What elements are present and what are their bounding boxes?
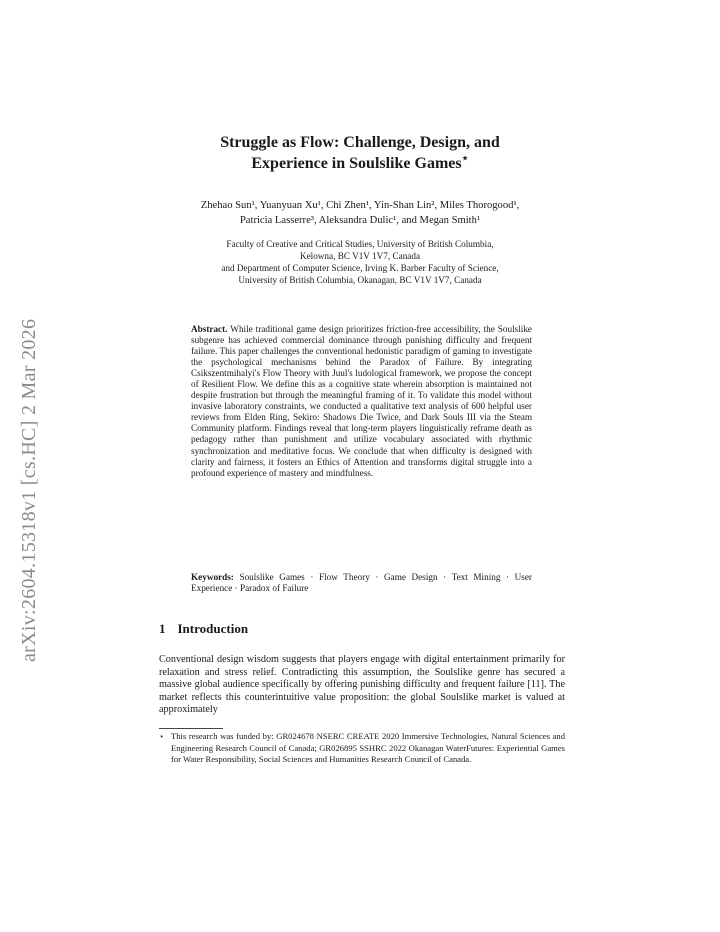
paper-title (120, 132, 600, 174)
abstract (191, 324, 532, 479)
section-title: Introduction (177, 621, 249, 636)
affiliations (120, 238, 600, 286)
footnote-mark: ⋆ (159, 731, 165, 741)
affiliation-line: and Department of Computer Science, Irving K. Barber Faculty of Science, (221, 263, 499, 273)
keywords-text: Soulslike Games · Flow Theory · Game Design · Text Mining · User Experience · Paradox of Failure (191, 572, 532, 594)
footnote (159, 731, 565, 766)
title-line-1: Struggle as Flow: Challenge, Design, and (220, 134, 500, 151)
authors-line-1: Zhehao Sun¹, Yuanyuan Xu¹, Chi Zhen¹, Yin-Shan Lin², Miles Thorogood¹, (200, 200, 520, 211)
intro-paragraph: Conventional design wisdom suggests that players engage with digital entertainment primarily for relaxation and stress relief. Contradicting this assumption, the Soulslike genre has secured a massive global audience specifically by offering punishing difficulty and frequent failure [11]. The market reflects this counterintuitive value proposition: the global Soulslike market is valued at approximately (159, 654, 565, 715)
keywords (191, 572, 532, 594)
section-number: 1 (159, 621, 166, 636)
keywords-label: Keywords: (191, 572, 234, 582)
abstract-text: While traditional game design prioritizes friction-free accessibility, the Soulslike subgenre has achieved commercial dominance through punishing difficulty and frequent failure. This paper challenges the conventional hedonistic paradigm of gaming to investigate the psychological mechanisms behind the Paradox of Failure. By integrating Csikszentmihalyi's Flow Theory with Juul's ludological framework, we propose the concept of Resilient Flow. We define this as a cognitive state wherein absorption is maintained not despite frustration but through the meaningful framing of it. To validate this model without invasive laboratory constraints, we conducted a qualitative text analysis of 600 helpful user reviews from Elden Ring, Sekiro: Shadows Die Twice, and Dark Souls III via the Steam Community platform. Findings reveal that long-term players linguistically reframe death as pedagogy rather than punishment and utilize vocabulary associated with rhythmic synchronization and meditative focus. We conclude that when difficulty is designed with clarity and fairness, it fosters an Ethics of Attention and transforms digital struggle into a profound experience of mastery and mindfulness. (191, 324, 532, 478)
footnote-text: This research was funded by: GR024678 NSERC CREATE 2020 Immersive Technologies, Natural Sciences and Engineering Research Council of Canada; GR026895 SSHRC 2022 Okanagan WaterFutures: Experiential Games for Water Responsibility, Social Sciences and Humanities Research Council of Canada. (171, 731, 565, 765)
affiliation-line: Kelowna, BC V1V 1V7, Canada (299, 251, 421, 261)
author-list (120, 198, 600, 228)
affiliation-line: University of British Columbia, Okanagan, BC V1V 1V7, Canada (238, 275, 482, 285)
title-line-2: Experience in Soulslike Games⋆ (251, 152, 469, 172)
footnote-rule (159, 728, 223, 729)
arxiv-identifier: arXiv:2604.15318v1 [cs.HC] 2 Mar 2026 (18, 318, 40, 662)
abstract-label: Abstract. (191, 324, 228, 334)
affiliation-line: Faculty of Creative and Critical Studies, University of British Columbia, (226, 239, 494, 249)
authors-line-2: Patricia Lasserre³, Aleksandra Dulic¹, and Megan Smith¹ (239, 215, 481, 226)
section-heading (159, 621, 248, 637)
title-footnote-mark: ⋆ (461, 152, 469, 165)
